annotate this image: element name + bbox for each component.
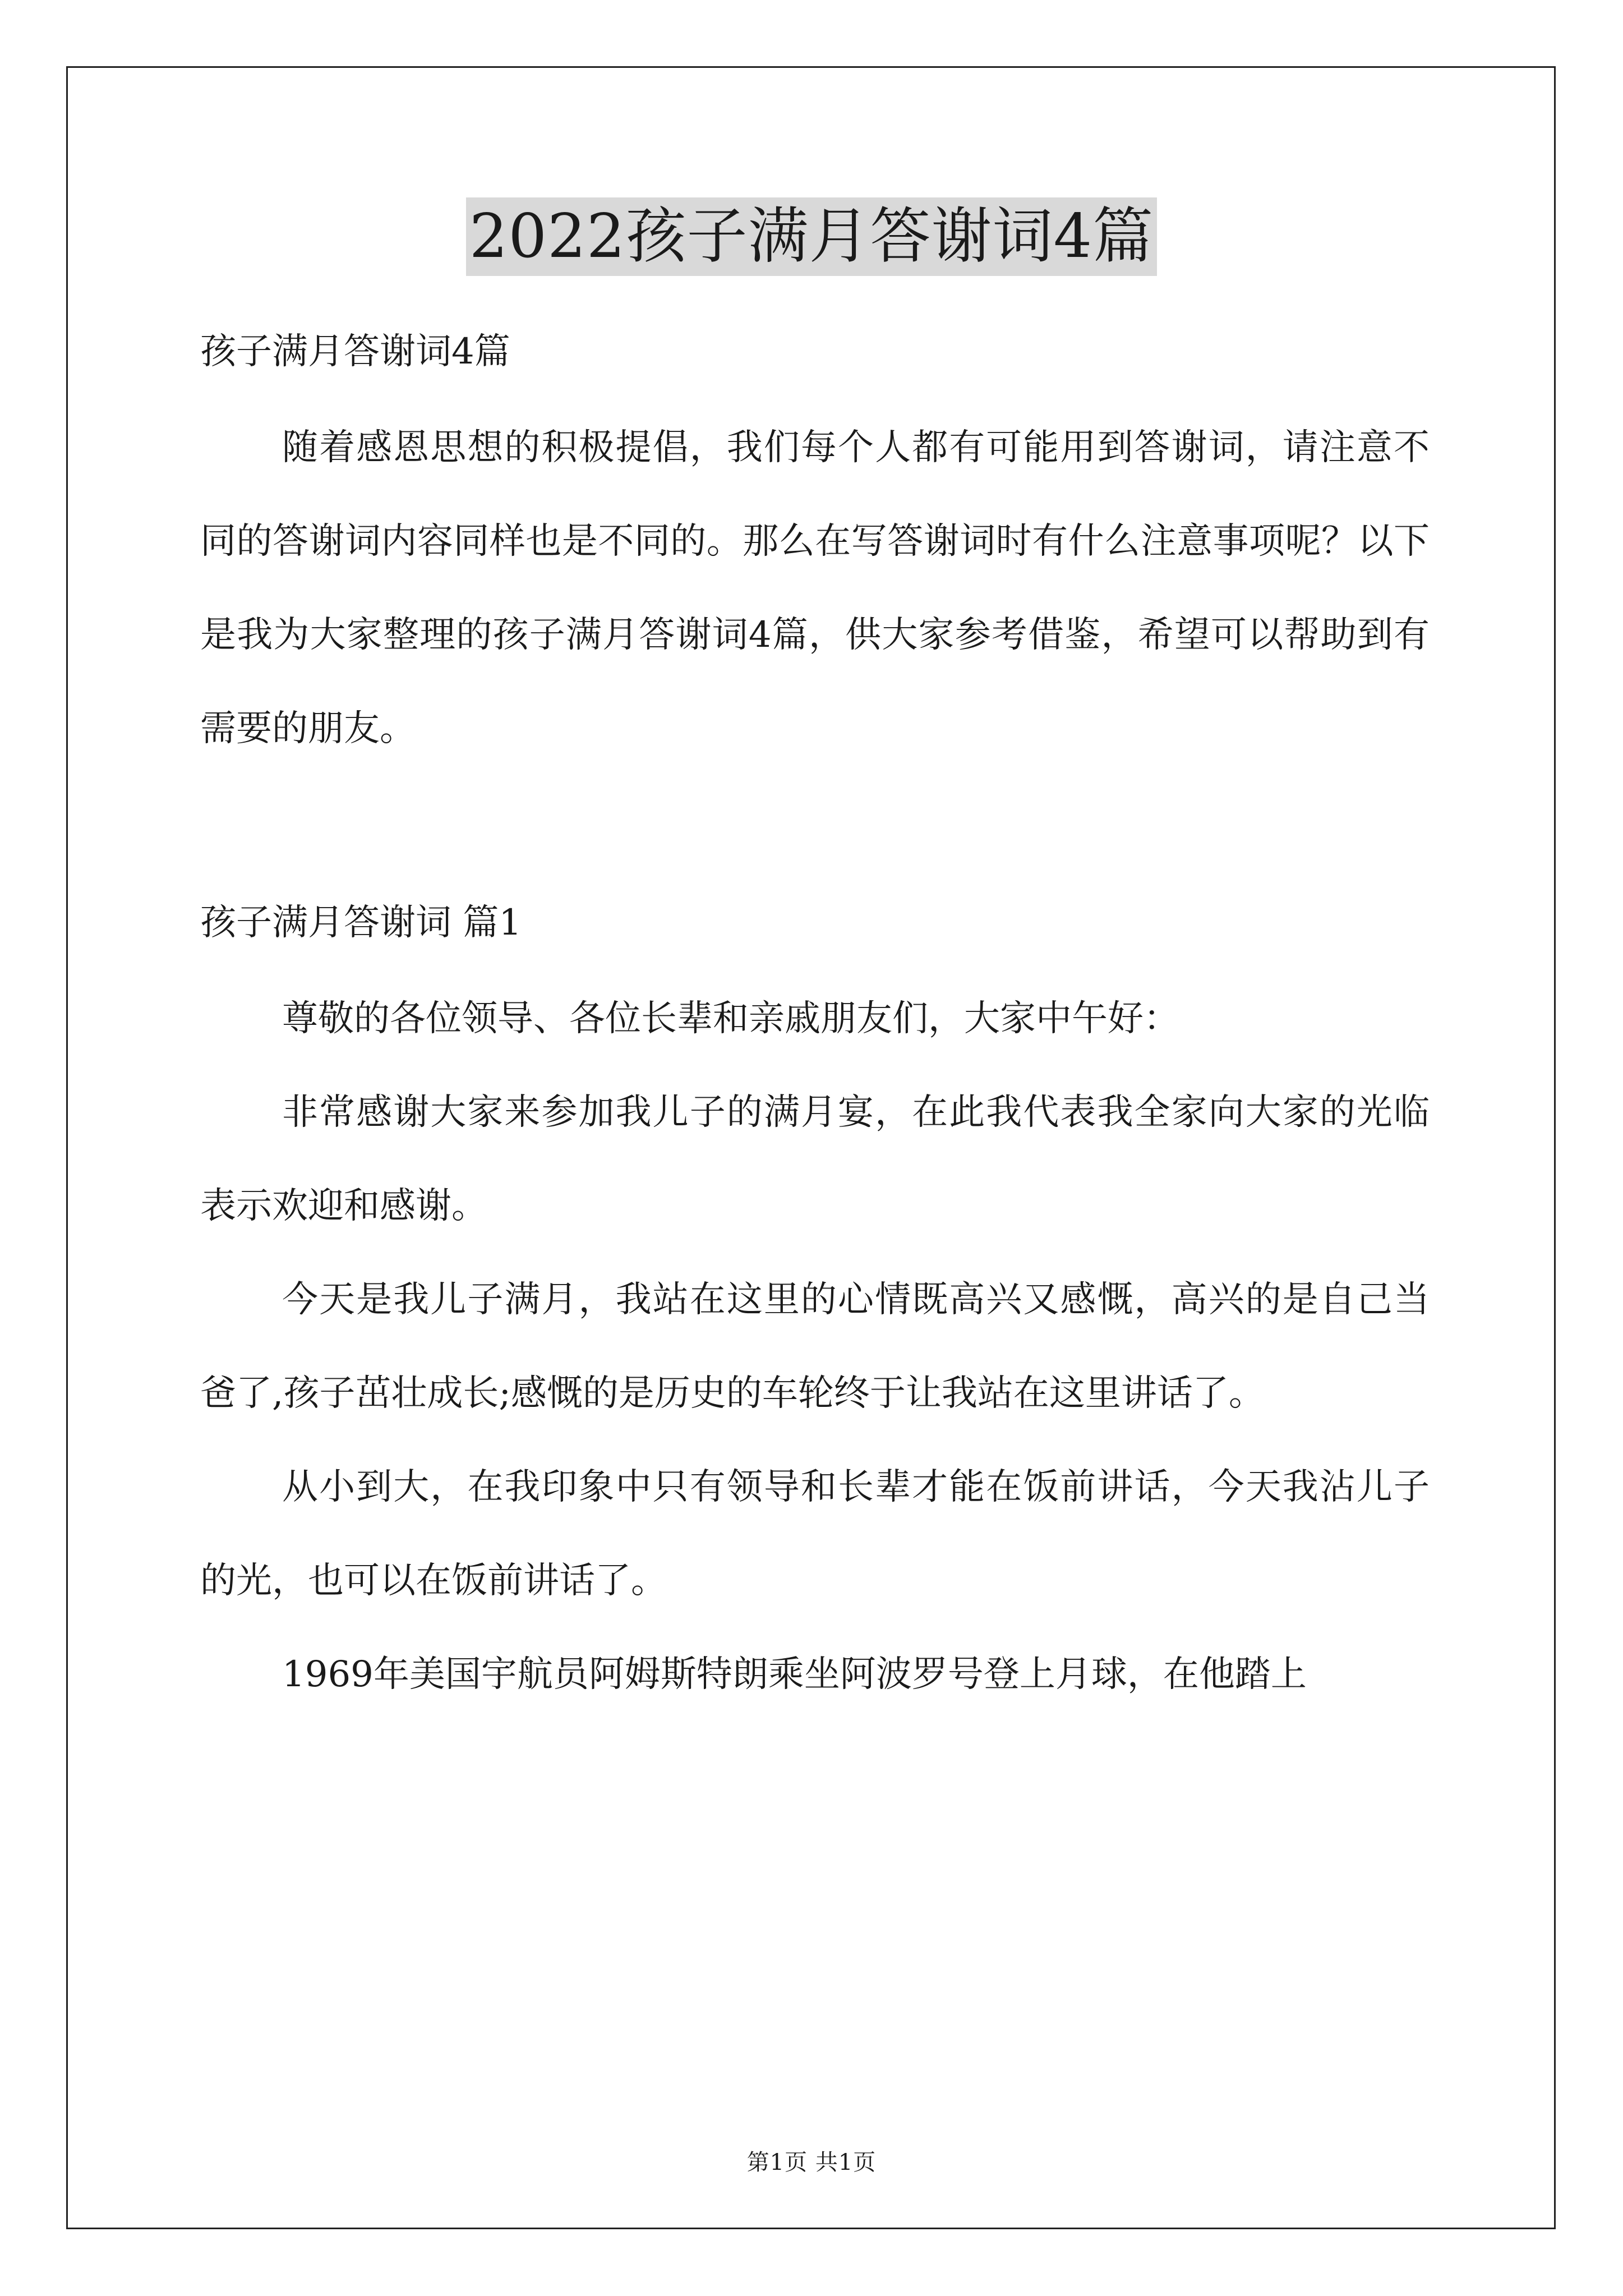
section-heading: 孩子满月答谢词 篇1	[200, 902, 522, 944]
page-footer: 第1页 共1页	[746, 2150, 877, 2175]
body-paragraph: 从小到大，在我印象中只有领导和长辈才能在饭前讲话，今天我沾儿子的光，也可以在饭前讲话了。	[200, 1466, 1430, 1602]
title-container	[0, 197, 1623, 276]
body-paragraph: 尊敬的各位领导、各位长辈和亲戚朋友们，大家中午好：	[282, 998, 1179, 1039]
document-title: 2022孩子满月答谢词4篇	[466, 197, 1158, 276]
intro-paragraph: 随着感恩思想的积极提倡，我们每个人都有可能用到答谢词，请注意不同的答谢词内容同样也是不同的。那么在写答谢词时有什么注意事项呢？以下是我为大家整理的孩子满月答谢词4篇，供大家参考借鉴，希望可以帮助到有需要的朋友。	[200, 427, 1430, 749]
document-body	[200, 303, 1430, 1722]
body-paragraph: 非常感谢大家来参加我儿子的满月宴，在此我代表我全家向大家的光临表示欢迎和感谢。	[200, 1092, 1430, 1227]
document-subtitle: 孩子满月答谢词4篇	[200, 331, 510, 372]
body-paragraph: 今天是我儿子满月，我站在这里的心情既高兴又感慨，高兴的是自己当爸了,孩子茁壮成长;感慨的是历史的车轮终于让我站在这里讲话了。	[200, 1279, 1430, 1414]
section-gap	[200, 776, 1430, 874]
body-paragraph: 1969年美国宇航员阿姆斯特朗乘坐阿波罗号登上月球，在他踏上	[282, 1654, 1307, 1695]
